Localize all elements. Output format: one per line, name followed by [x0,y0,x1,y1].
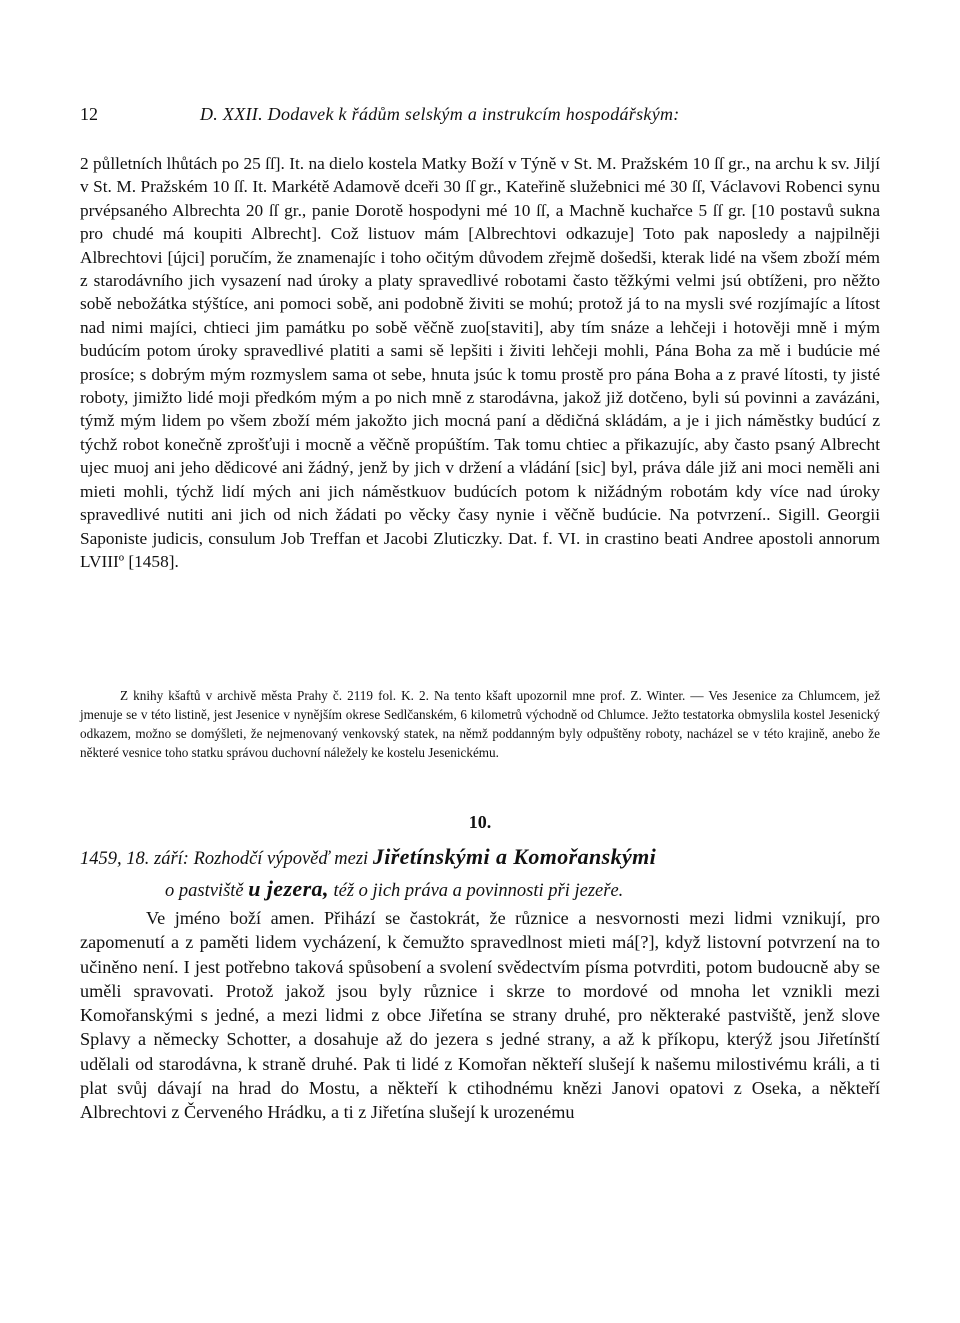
heading-date: 1459, 18. září: Rozhodčí výpověď mezi [80,849,373,869]
main-paragraph: 2 půlletních lhůtách po 25 ſſ]. It. na dielo kostela Matky Boží v Týně v St. M. Pražském 10 ſſ gr., na archu k sv. Jiljí v St. M. Pražském 10 ſſ. It. Markétě Adamově dceři 30 ſſ gr., Kateřině služebnici mé 30 ſſ, Václavovi Robenci synu prvépsaného Albrechta 20 ſſ gr., panie Dorotě hospodyni mé 10 ſſ, a Machně kuchařce 5 ſſ gr. [10 postavů sukna pro chudé má koupiti Albrecht]. Což listuov mám [Albrechtovi odkazuje] Toto pak naposledy a najpilněji Albrechtovi [újci] poručím, že znamenajíc i toho očitým důvodem zřejmě došedši, kterak lidé na všem zboží mém z starodávního jich vysazení nad úroky a platy spravedlivé robotami často těžkými velmi jsú obtíženi, pro něžto sobě nebožátka stýštíce, ani pomoci sobě, ani podobně živiti se mohú; protož já to na mysli své rozjímajíc a lítost nad nimi majíci, chtieci jim památku po sobě věčně zuo[staviti], aby tím snáze a lehčeji i hotověji mně i mým budúcím potom úroky spravedlivé platiti a sami sě lepšiti i živiti lehčeji mohli, Pána Boha za mě i budúcie mé prosíce; s dobrým mým rozmyslem sama ot sebe, hnuta jsúc k tomu prostě pro pána Boha a z pravé lítosti, ty jisté roboty, jimižto lidé moji předkóm mým a po nich mně z starodávna, jakož již dotčeno, byli sú povinni a zavázáni, týmž mým lidem po všem zboží mém jakožto jich mocná paní a dědičná skládám, a je i jich náměstky budúcí z týchž robot konečně zprošťuji i mocně a věčně propúštím. Tak tomu chtiec a přikazujíc, aby často psaný Albrecht ujec muoj ani jeho dědicové ani žádný, jenž by jich v držení a vládání [sic] byl, práva dále již ani moci neměli ani mieti mohli, týchž lidí mých ani jich náměstkuov budúcích potom k nižádným robotám kdy více nad úroky spravedlivé nutiti ani jich od nich žádati po věcky časy nynie i věčně budúcie. Na potvrzení.. Sigill. Georgii Saponiste judicis, consulum Job Treffan et Jacobi Zluticzky. Dat. f. VI. in crastino beati Andree apostoli annorum LVIIIº [1458]. [80,154,880,571]
heading-line2-pre: o pastviště [165,881,249,901]
footnote-paragraph: Z knihy kšaftů v archivě města Prahy č. 2119 fol. K. 2. Na tento kšaft upozornil mne prof. Z. Winter. — Ves Jesenice za Chlumcem, jež jmenuje se v této listině, jest Jesenice v nynějším okrese Sedlčanském, 6 kilometrů východně od Chlumce. Ježto testatorka obmyslila kostel Jesenický odkazem, možno se domýšleti, že nejmenovaný venkovský statek, na němž poddanným byly odpuštěny roboty, nacházel se v této krajině, anebo že některé vesnice toho statku správou duchovní náležely ke kostelu Jesenickému. [80,688,880,760]
document-number: 10. [468,812,492,832]
heading-lake: u jezera, [248,876,329,901]
document-text-block [80,906,880,1125]
heading-line-2 [80,874,880,906]
running-title: D. XXII. Dodavek k řádům selským a instrukcím hospodářským: [200,104,680,124]
document-paragraph: Ve jméno boží amen. Přihází se častokrát, že různice a nesvornosti mezi lidmi vznikují, pro zapomenutí a z paměti lidem vycházení, k čemužto spravedlnost mieti má[?], když listovní potvrzení na to učiněno není. I jest potřebno taková spůsobení a svolení svědectvím písma potvrditi, potom budoucně aby se uměli spravovati. Protož jakož jsou byly různice i skrze to mordové od mnoha let vznikli mezi Komořanskými s jedné, a mezi lidmi z obce Jiřetína se strany druhé, pro některaké pastviště, jenž slove Splavy a německy Schotter, a dosahuje až do jezera s jedné strany, a až k příkopu, kterýž jsou Jiřetínští udělali od starodávna, k straně druhé. Pak ti lidé z Komořan někteří slušejí k našemu milostivému králi, a ti plat svůj dávají na hrad do Mostu, a někteří k ctihodnému knězi Janovi opatovi z Oseka, a někteří Albrechtovi z Červeného Hrádku, a ti z Jiřetína slušejí k urozenému [80,908,880,1123]
page-number: 12 [80,104,98,124]
heading-line-1 [80,842,880,874]
page-header [80,104,880,134]
footnote [80,686,880,762]
heading-parties: Jiřetínskými a Komořanskými [372,844,657,869]
heading-line2-post: též o jich práva a povinnosti při jezeře. [328,881,624,901]
document-heading [80,842,880,906]
main-text-block [80,152,880,573]
